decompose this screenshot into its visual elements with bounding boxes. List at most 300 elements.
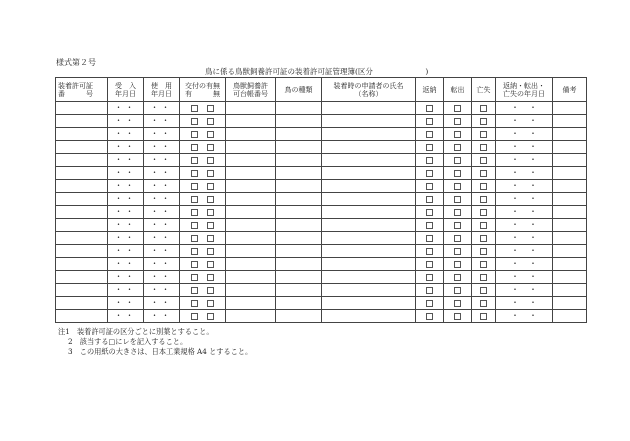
returned-cell xyxy=(416,258,444,271)
returned-cell xyxy=(416,128,444,141)
header-transferred: 転出 xyxy=(444,78,472,102)
remarks-cell[interactable] xyxy=(553,193,587,206)
species-cell[interactable] xyxy=(276,258,322,271)
use-date-cell[interactable]: ・・ xyxy=(144,115,180,128)
badge-number-cell[interactable] xyxy=(56,167,108,180)
issued-cell xyxy=(180,193,226,206)
use-date-cell[interactable]: ・・ xyxy=(144,141,180,154)
badge-number-cell[interactable] xyxy=(56,102,108,115)
badge-number-cell[interactable] xyxy=(56,297,108,310)
transferred-cell xyxy=(444,258,472,271)
badge-number-cell[interactable] xyxy=(56,245,108,258)
lost-checkbox[interactable] xyxy=(480,222,487,229)
permit-ledger-cell[interactable] xyxy=(226,297,276,310)
applicant-cell[interactable] xyxy=(322,271,416,284)
issued-no-checkbox[interactable] xyxy=(207,157,214,164)
returned-cell xyxy=(416,180,444,193)
returned-cell xyxy=(416,141,444,154)
remarks-cell[interactable] xyxy=(553,128,587,141)
use-date-cell[interactable]: ・・ xyxy=(144,167,180,180)
transferred-checkbox[interactable] xyxy=(454,313,461,320)
remarks-cell[interactable] xyxy=(553,219,587,232)
returned-checkbox[interactable] xyxy=(426,235,433,242)
applicant-cell[interactable] xyxy=(322,310,416,323)
issued-yes-checkbox[interactable] xyxy=(191,170,198,177)
event-date-cell[interactable]: ・ ・ xyxy=(496,284,553,297)
issued-yes-checkbox[interactable] xyxy=(191,196,198,203)
lost-cell xyxy=(472,180,496,193)
returned-cell xyxy=(416,193,444,206)
applicant-cell[interactable] xyxy=(322,219,416,232)
species-cell[interactable] xyxy=(276,271,322,284)
note-1: 注1 装着許可証の区分ごとに別葉とすること。 xyxy=(58,327,214,336)
event-date-cell[interactable]: ・ ・ xyxy=(496,206,553,219)
species-cell[interactable] xyxy=(276,128,322,141)
returned-cell xyxy=(416,245,444,258)
table-row xyxy=(56,128,587,141)
transferred-checkbox[interactable] xyxy=(454,274,461,281)
issued-no-checkbox[interactable] xyxy=(207,235,214,242)
returned-checkbox[interactable] xyxy=(426,248,433,255)
transferred-checkbox[interactable] xyxy=(454,105,461,112)
event-date-cell[interactable]: ・ ・ xyxy=(496,219,553,232)
issued-cell xyxy=(180,102,226,115)
issued-no-checkbox[interactable] xyxy=(207,248,214,255)
issued-no-checkbox[interactable] xyxy=(207,118,214,125)
use-date-cell[interactable]: ・・ xyxy=(144,284,180,297)
table-row xyxy=(56,284,587,297)
remarks-cell[interactable] xyxy=(553,115,587,128)
header-remarks: 備考 xyxy=(553,78,587,102)
issued-yes-checkbox[interactable] xyxy=(191,131,198,138)
issued-yes-checkbox[interactable] xyxy=(191,261,198,268)
species-cell[interactable] xyxy=(276,284,322,297)
applicant-cell[interactable] xyxy=(322,115,416,128)
returned-checkbox[interactable] xyxy=(426,287,433,294)
applicant-cell[interactable] xyxy=(322,245,416,258)
returned-cell xyxy=(416,310,444,323)
ledger-table xyxy=(55,77,587,323)
header-returned: 返納 xyxy=(416,78,444,102)
received-date-cell[interactable]: ・・ xyxy=(108,271,144,284)
permit-ledger-cell[interactable] xyxy=(226,310,276,323)
applicant-cell[interactable] xyxy=(322,297,416,310)
issued-cell xyxy=(180,232,226,245)
returned-cell xyxy=(416,167,444,180)
transferred-checkbox[interactable] xyxy=(454,261,461,268)
use-date-cell[interactable]: ・・ xyxy=(144,310,180,323)
lost-checkbox[interactable] xyxy=(480,209,487,216)
header-row xyxy=(56,78,587,102)
issued-yes-checkbox[interactable] xyxy=(191,144,198,151)
applicant-cell[interactable] xyxy=(322,193,416,206)
issued-cell xyxy=(180,115,226,128)
lost-cell xyxy=(472,271,496,284)
issued-cell xyxy=(180,128,226,141)
issued-no-checkbox[interactable] xyxy=(207,196,214,203)
event-date-cell[interactable]: ・ ・ xyxy=(496,128,553,141)
issued-no-checkbox[interactable] xyxy=(207,300,214,307)
permit-ledger-cell[interactable] xyxy=(226,245,276,258)
lost-cell xyxy=(472,193,496,206)
event-date-cell[interactable]: ・ ・ xyxy=(496,271,553,284)
table-row xyxy=(56,206,587,219)
issued-yes-checkbox[interactable] xyxy=(191,209,198,216)
transferred-checkbox[interactable] xyxy=(454,209,461,216)
received-date-cell[interactable]: ・・ xyxy=(108,115,144,128)
applicant-cell[interactable] xyxy=(322,206,416,219)
returned-checkbox[interactable] xyxy=(426,131,433,138)
table-row xyxy=(56,154,587,167)
issued-yes-checkbox[interactable] xyxy=(191,118,198,125)
header-species: 鳥の種類 xyxy=(276,78,322,102)
lost-cell xyxy=(472,115,496,128)
remarks-cell[interactable] xyxy=(553,141,587,154)
use-date-cell[interactable]: ・・ xyxy=(144,102,180,115)
event-date-cell[interactable]: ・ ・ xyxy=(496,180,553,193)
returned-cell xyxy=(416,297,444,310)
remarks-cell[interactable] xyxy=(553,310,587,323)
permit-ledger-cell[interactable] xyxy=(226,102,276,115)
lost-checkbox[interactable] xyxy=(480,248,487,255)
returned-checkbox[interactable] xyxy=(426,170,433,177)
issued-cell xyxy=(180,167,226,180)
event-date-cell[interactable]: ・ ・ xyxy=(496,154,553,167)
header-lost: 亡失 xyxy=(472,78,496,102)
transferred-cell xyxy=(444,245,472,258)
header-use-date: 使 用 年月日 xyxy=(144,78,180,102)
returned-cell xyxy=(416,154,444,167)
remarks-cell[interactable] xyxy=(553,154,587,167)
permit-ledger-cell[interactable] xyxy=(226,232,276,245)
returned-checkbox[interactable] xyxy=(426,313,433,320)
species-cell[interactable] xyxy=(276,115,322,128)
issued-yes-checkbox[interactable] xyxy=(191,287,198,294)
species-cell[interactable] xyxy=(276,245,322,258)
applicant-cell[interactable] xyxy=(322,284,416,297)
applicant-cell[interactable] xyxy=(322,141,416,154)
badge-number-cell[interactable] xyxy=(56,115,108,128)
table-row xyxy=(56,258,587,271)
species-cell[interactable] xyxy=(276,193,322,206)
issued-no-checkbox[interactable] xyxy=(207,287,214,294)
issued-yes-checkbox[interactable] xyxy=(191,313,198,320)
lost-cell xyxy=(472,154,496,167)
issued-cell xyxy=(180,206,226,219)
event-date-cell[interactable]: ・ ・ xyxy=(496,245,553,258)
permit-ledger-cell[interactable] xyxy=(226,206,276,219)
transferred-checkbox[interactable] xyxy=(454,170,461,177)
received-date-cell[interactable]: ・・ xyxy=(108,167,144,180)
permit-ledger-cell[interactable] xyxy=(226,193,276,206)
lost-checkbox[interactable] xyxy=(480,144,487,151)
header-permit-ledger: 鳥獣飼養許 可台帳番号 xyxy=(226,78,276,102)
applicant-cell[interactable] xyxy=(322,232,416,245)
lost-cell xyxy=(472,128,496,141)
transferred-cell xyxy=(444,128,472,141)
transferred-checkbox[interactable] xyxy=(454,222,461,229)
event-date-cell[interactable]: ・ ・ xyxy=(496,141,553,154)
species-cell[interactable] xyxy=(276,232,322,245)
event-date-cell[interactable]: ・ ・ xyxy=(496,193,553,206)
badge-number-cell[interactable] xyxy=(56,258,108,271)
issued-yes-checkbox[interactable] xyxy=(191,300,198,307)
badge-number-cell[interactable] xyxy=(56,141,108,154)
badge-number-cell[interactable] xyxy=(56,206,108,219)
received-date-cell[interactable]: ・・ xyxy=(108,141,144,154)
species-cell[interactable] xyxy=(276,154,322,167)
header-badge-number: 装着許可証 番 号 xyxy=(56,78,108,102)
transferred-checkbox[interactable] xyxy=(454,248,461,255)
returned-cell xyxy=(416,271,444,284)
lost-checkbox[interactable] xyxy=(480,157,487,164)
transferred-cell xyxy=(444,115,472,128)
transferred-cell xyxy=(444,219,472,232)
applicant-cell[interactable] xyxy=(322,258,416,271)
badge-number-cell[interactable] xyxy=(56,219,108,232)
issued-no-checkbox[interactable] xyxy=(207,209,214,216)
event-date-cell[interactable]: ・ ・ xyxy=(496,232,553,245)
received-date-cell[interactable]: ・・ xyxy=(108,206,144,219)
issued-yes-checkbox[interactable] xyxy=(191,235,198,242)
species-cell[interactable] xyxy=(276,141,322,154)
species-cell[interactable] xyxy=(276,167,322,180)
use-date-cell[interactable]: ・・ xyxy=(144,219,180,232)
remarks-cell[interactable] xyxy=(553,258,587,271)
returned-cell xyxy=(416,102,444,115)
transferred-checkbox[interactable] xyxy=(454,235,461,242)
lost-checkbox[interactable] xyxy=(480,300,487,307)
table-row xyxy=(56,245,587,258)
lost-checkbox[interactable] xyxy=(480,274,487,281)
lost-checkbox[interactable] xyxy=(480,196,487,203)
issued-yes-checkbox[interactable] xyxy=(191,183,198,190)
lost-cell xyxy=(472,141,496,154)
remarks-cell[interactable] xyxy=(553,167,587,180)
species-cell[interactable] xyxy=(276,102,322,115)
permit-ledger-cell[interactable] xyxy=(226,258,276,271)
returned-checkbox[interactable] xyxy=(426,274,433,281)
issued-no-checkbox[interactable] xyxy=(207,261,214,268)
permit-ledger-cell[interactable] xyxy=(226,115,276,128)
issued-cell xyxy=(180,258,226,271)
badge-number-cell[interactable] xyxy=(56,154,108,167)
issued-yes-checkbox[interactable] xyxy=(191,248,198,255)
badge-number-cell[interactable] xyxy=(56,193,108,206)
table-row xyxy=(56,193,587,206)
received-date-cell[interactable]: ・・ xyxy=(108,232,144,245)
issued-cell xyxy=(180,180,226,193)
issued-no-checkbox[interactable] xyxy=(207,170,214,177)
transferred-cell xyxy=(444,297,472,310)
transferred-checkbox[interactable] xyxy=(454,118,461,125)
returned-cell xyxy=(416,115,444,128)
permit-ledger-cell[interactable] xyxy=(226,271,276,284)
transferred-cell xyxy=(444,167,472,180)
permit-ledger-cell[interactable] xyxy=(226,154,276,167)
applicant-cell[interactable] xyxy=(322,167,416,180)
badge-number-cell[interactable] xyxy=(56,310,108,323)
form-number: 様式第２号 xyxy=(56,58,96,67)
returned-checkbox[interactable] xyxy=(426,196,433,203)
lost-checkbox[interactable] xyxy=(480,131,487,138)
transferred-checkbox[interactable] xyxy=(454,144,461,151)
lost-cell xyxy=(472,297,496,310)
transferred-cell xyxy=(444,102,472,115)
table-row xyxy=(56,232,587,245)
received-date-cell[interactable]: ・・ xyxy=(108,297,144,310)
returned-checkbox[interactable] xyxy=(426,222,433,229)
remarks-cell[interactable] xyxy=(553,206,587,219)
badge-number-cell[interactable] xyxy=(56,271,108,284)
use-date-cell[interactable]: ・・ xyxy=(144,193,180,206)
received-date-cell[interactable]: ・・ xyxy=(108,245,144,258)
lost-cell xyxy=(472,206,496,219)
returned-cell xyxy=(416,232,444,245)
issued-cell xyxy=(180,271,226,284)
remarks-cell[interactable] xyxy=(553,232,587,245)
issued-no-checkbox[interactable] xyxy=(207,183,214,190)
transferred-cell xyxy=(444,284,472,297)
transferred-checkbox[interactable] xyxy=(454,196,461,203)
returned-checkbox[interactable] xyxy=(426,144,433,151)
applicant-cell[interactable] xyxy=(322,102,416,115)
remarks-cell[interactable] xyxy=(553,297,587,310)
received-date-cell[interactable]: ・・ xyxy=(108,310,144,323)
issued-cell xyxy=(180,245,226,258)
transferred-cell xyxy=(444,154,472,167)
lost-checkbox[interactable] xyxy=(480,287,487,294)
received-date-cell[interactable]: ・・ xyxy=(108,154,144,167)
transferred-checkbox[interactable] xyxy=(454,157,461,164)
use-date-cell[interactable]: ・・ xyxy=(144,271,180,284)
issued-yes-checkbox[interactable] xyxy=(191,274,198,281)
table-row xyxy=(56,167,587,180)
header-issued: 交付の有無 有 無 xyxy=(180,78,226,102)
lost-checkbox[interactable] xyxy=(480,261,487,268)
transferred-checkbox[interactable] xyxy=(454,287,461,294)
event-date-cell[interactable]: ・ ・ xyxy=(496,258,553,271)
badge-number-cell[interactable] xyxy=(56,284,108,297)
lost-cell xyxy=(472,219,496,232)
species-cell[interactable] xyxy=(276,219,322,232)
lost-checkbox[interactable] xyxy=(480,183,487,190)
returned-checkbox[interactable] xyxy=(426,261,433,268)
received-date-cell[interactable]: ・・ xyxy=(108,102,144,115)
event-date-cell[interactable]: ・ ・ xyxy=(496,167,553,180)
applicant-cell[interactable] xyxy=(322,154,416,167)
applicant-cell[interactable] xyxy=(322,128,416,141)
table-row xyxy=(56,141,587,154)
received-date-cell[interactable]: ・・ xyxy=(108,193,144,206)
permit-ledger-cell[interactable] xyxy=(226,128,276,141)
species-cell[interactable] xyxy=(276,206,322,219)
issued-yes-checkbox[interactable] xyxy=(191,222,198,229)
issued-no-checkbox[interactable] xyxy=(207,131,214,138)
permit-ledger-cell[interactable] xyxy=(226,219,276,232)
lost-cell xyxy=(472,232,496,245)
use-date-cell[interactable]: ・・ xyxy=(144,206,180,219)
transferred-checkbox[interactable] xyxy=(454,300,461,307)
event-date-cell[interactable]: ・ ・ xyxy=(496,297,553,310)
table-row xyxy=(56,310,587,323)
received-date-cell[interactable]: ・・ xyxy=(108,219,144,232)
header-received-date: 受 入 年月日 xyxy=(108,78,144,102)
remarks-cell[interactable] xyxy=(553,284,587,297)
returned-checkbox[interactable] xyxy=(426,157,433,164)
received-date-cell[interactable]: ・・ xyxy=(108,284,144,297)
issued-yes-checkbox[interactable] xyxy=(191,157,198,164)
issued-no-checkbox[interactable] xyxy=(207,222,214,229)
transferred-checkbox[interactable] xyxy=(454,183,461,190)
lost-cell xyxy=(472,167,496,180)
lost-checkbox[interactable] xyxy=(480,105,487,112)
use-date-cell[interactable]: ・・ xyxy=(144,258,180,271)
table-row xyxy=(56,219,587,232)
remarks-cell[interactable] xyxy=(553,180,587,193)
returned-checkbox[interactable] xyxy=(426,105,433,112)
remarks-cell[interactable] xyxy=(553,271,587,284)
species-cell[interactable] xyxy=(276,310,322,323)
badge-number-cell[interactable] xyxy=(56,128,108,141)
event-date-cell[interactable]: ・ ・ xyxy=(496,115,553,128)
use-date-cell[interactable]: ・・ xyxy=(144,297,180,310)
lost-checkbox[interactable] xyxy=(480,235,487,242)
returned-checkbox[interactable] xyxy=(426,300,433,307)
issued-cell xyxy=(180,310,226,323)
species-cell[interactable] xyxy=(276,180,322,193)
permit-ledger-cell[interactable] xyxy=(226,141,276,154)
use-date-cell[interactable]: ・・ xyxy=(144,245,180,258)
issued-yes-checkbox[interactable] xyxy=(191,105,198,112)
lost-cell xyxy=(472,310,496,323)
received-date-cell[interactable]: ・・ xyxy=(108,128,144,141)
lost-checkbox[interactable] xyxy=(480,313,487,320)
remarks-cell[interactable] xyxy=(553,245,587,258)
issued-no-checkbox[interactable] xyxy=(207,274,214,281)
transferred-checkbox[interactable] xyxy=(454,131,461,138)
permit-ledger-cell[interactable] xyxy=(226,167,276,180)
returned-checkbox[interactable] xyxy=(426,118,433,125)
species-cell[interactable] xyxy=(276,297,322,310)
event-date-cell[interactable]: ・ ・ xyxy=(496,310,553,323)
issued-cell xyxy=(180,297,226,310)
lost-checkbox[interactable] xyxy=(480,170,487,177)
received-date-cell[interactable]: ・・ xyxy=(108,258,144,271)
permit-ledger-cell[interactable] xyxy=(226,180,276,193)
badge-number-cell[interactable] xyxy=(56,180,108,193)
event-date-cell[interactable]: ・ ・ xyxy=(496,102,553,115)
use-date-cell[interactable]: ・・ xyxy=(144,128,180,141)
issued-no-checkbox[interactable] xyxy=(207,313,214,320)
lost-checkbox[interactable] xyxy=(480,118,487,125)
use-date-cell[interactable]: ・・ xyxy=(144,232,180,245)
returned-cell xyxy=(416,206,444,219)
applicant-cell[interactable] xyxy=(322,180,416,193)
lost-cell xyxy=(472,284,496,297)
header-event-date: 返納・転出・ 亡失の年月日 xyxy=(496,78,553,102)
permit-ledger-cell[interactable] xyxy=(226,284,276,297)
remarks-cell[interactable] xyxy=(553,102,587,115)
returned-checkbox[interactable] xyxy=(426,209,433,216)
use-date-cell[interactable]: ・・ xyxy=(144,180,180,193)
received-date-cell[interactable]: ・・ xyxy=(108,180,144,193)
issued-no-checkbox[interactable] xyxy=(207,144,214,151)
returned-checkbox[interactable] xyxy=(426,183,433,190)
badge-number-cell[interactable] xyxy=(56,232,108,245)
use-date-cell[interactable]: ・・ xyxy=(144,154,180,167)
issued-no-checkbox[interactable] xyxy=(207,105,214,112)
